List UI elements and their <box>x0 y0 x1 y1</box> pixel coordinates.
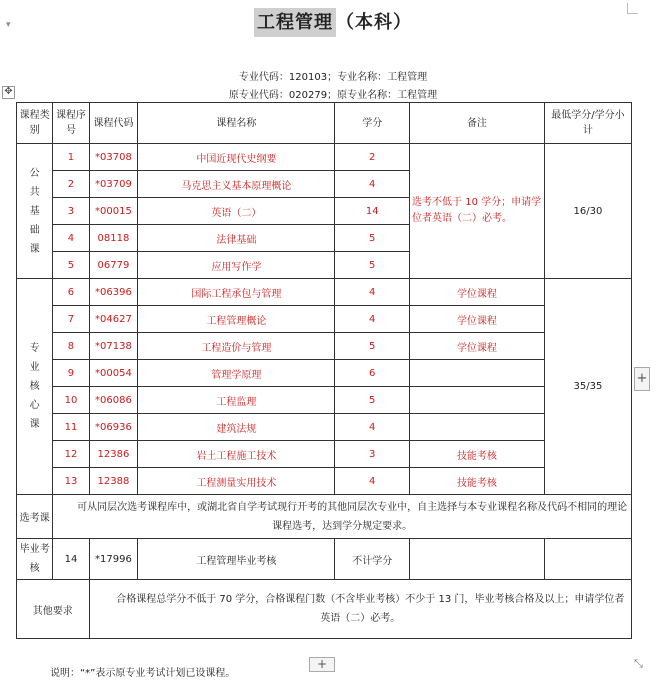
course-remark: 学位课程 <box>410 306 545 333</box>
other-label: 其他要求 <box>17 580 90 639</box>
course-seq: 9 <box>53 360 89 387</box>
course-code: *03708 <box>89 144 138 171</box>
course-credit: 5 <box>335 387 410 414</box>
course-category: 公共基础课 <box>17 144 53 279</box>
graduation-min <box>544 539 631 580</box>
course-seq: 7 <box>53 306 89 333</box>
header-remark: 备注 <box>410 103 545 144</box>
course-seq: 11 <box>53 414 89 441</box>
course-code: *04627 <box>89 306 138 333</box>
course-remark <box>410 414 545 441</box>
course-name: 国际工程承包与管理 <box>138 279 335 306</box>
table-move-handle-icon[interactable]: ✥ <box>2 86 15 99</box>
graduation-row <box>17 539 632 580</box>
course-plan-table <box>16 102 632 639</box>
course-name: 应用写作学 <box>138 252 335 279</box>
course-credit: 3 <box>335 441 410 468</box>
course-seq: 10 <box>53 387 89 414</box>
course-name: 中国近现代史纲要 <box>138 144 335 171</box>
course-code: 12388 <box>89 468 138 495</box>
graduation-code: *17996 <box>89 539 138 580</box>
course-credit: 6 <box>335 360 410 387</box>
table-resize-icon[interactable]: ⤡ <box>634 657 643 670</box>
course-name: 英语（二） <box>138 198 335 225</box>
course-code: *06086 <box>89 387 138 414</box>
course-credit: 4 <box>335 171 410 198</box>
header-min-credit: 最低学分/学分小计 <box>544 103 631 144</box>
min-credit: 16/30 <box>544 144 631 279</box>
course-row <box>17 306 632 333</box>
other-requirements-row <box>17 580 632 639</box>
course-credit: 2 <box>335 144 410 171</box>
elective-label: 选考课 <box>17 495 53 539</box>
course-name: 工程测量实用技术 <box>138 468 335 495</box>
course-row <box>17 279 632 306</box>
course-credit: 4 <box>335 468 410 495</box>
course-seq: 13 <box>53 468 89 495</box>
course-row <box>17 144 632 171</box>
course-name: 马克思主义基本原理概论 <box>138 171 335 198</box>
graduation-label: 毕业考核 <box>17 539 53 580</box>
course-code: *06936 <box>89 414 138 441</box>
course-name: 工程管理概论 <box>138 306 335 333</box>
course-remark: 技能考核 <box>410 468 545 495</box>
table-header-row <box>17 103 632 144</box>
graduation-credit: 不计学分 <box>335 539 410 580</box>
add-column-icon[interactable]: + <box>634 367 650 391</box>
course-row <box>17 441 632 468</box>
page-title-highlighted: 工程管理 <box>254 8 336 37</box>
course-code: 06779 <box>89 252 138 279</box>
course-credit: 14 <box>335 198 410 225</box>
course-name: 建筑法规 <box>138 414 335 441</box>
elective-row <box>17 495 632 539</box>
course-seq: 1 <box>53 144 89 171</box>
course-remark: 学位课程 <box>410 279 545 306</box>
header-credit: 学分 <box>335 103 410 144</box>
min-credit: 35/35 <box>544 279 631 495</box>
major-code-line: 专业代码：120103；专业名称：工程管理 <box>238 72 428 83</box>
course-row <box>17 414 632 441</box>
header-name: 课程名称 <box>138 103 335 144</box>
course-code: *07138 <box>89 333 138 360</box>
course-credit: 5 <box>335 225 410 252</box>
course-credit: 4 <box>335 306 410 333</box>
course-remark: 技能考核 <box>410 441 545 468</box>
course-credit: 4 <box>335 414 410 441</box>
course-seq: 12 <box>53 441 89 468</box>
course-credit: 5 <box>335 333 410 360</box>
course-code: *03709 <box>89 171 138 198</box>
course-remark: 学位课程 <box>410 333 545 360</box>
course-seq: 5 <box>53 252 89 279</box>
course-row <box>17 360 632 387</box>
course-seq: 3 <box>53 198 89 225</box>
course-seq: 6 <box>53 279 89 306</box>
header-seq: 课程序号 <box>53 103 89 144</box>
course-name: 岩土工程施工技术 <box>138 441 335 468</box>
course-code: *00054 <box>89 360 138 387</box>
page-title-suffix: （本科） <box>336 12 412 33</box>
course-code: *06396 <box>89 279 138 306</box>
other-text: 合格课程总学分不低于 70 学分，合格课程门数（不含毕业考核）不少于 13 门，毕业考核合格及以上；申请学位者英语（二）必考。 <box>89 580 631 639</box>
footnote: 说明：“*”表示原专业考试计划已设课程。 <box>50 668 236 679</box>
course-credit: 4 <box>335 279 410 306</box>
course-name: 工程造价与管理 <box>138 333 335 360</box>
course-seq: 8 <box>53 333 89 360</box>
course-code: 12386 <box>89 441 138 468</box>
course-code: 08118 <box>89 225 138 252</box>
page-title <box>0 8 666 34</box>
graduation-remark <box>410 539 545 580</box>
course-remark <box>410 360 545 387</box>
course-category: 专业核心课 <box>17 279 53 495</box>
course-row <box>17 387 632 414</box>
header-category: 课程类别 <box>17 103 53 144</box>
course-seq: 2 <box>53 171 89 198</box>
elective-text: 可从同层次选考课程库中，或湖北省自学考试现行开考的其他同层次专业中，自主选择与本专业课程名称及代码不相同的理论课程选考，达到学分规定要求。 <box>53 495 632 539</box>
add-row-icon[interactable]: + <box>309 657 335 672</box>
course-remark <box>410 387 545 414</box>
course-name: 法律基础 <box>138 225 335 252</box>
group-remark: 选考不低于 10 学分；申请学位者英语（二）必考。 <box>410 144 545 279</box>
course-code: *00015 <box>89 198 138 225</box>
graduation-name: 工程管理毕业考核 <box>138 539 335 580</box>
original-major-code-line: 原专业代码：020279；原专业名称：工程管理 <box>228 90 438 101</box>
course-row <box>17 333 632 360</box>
course-seq: 4 <box>53 225 89 252</box>
graduation-seq: 14 <box>53 539 89 580</box>
course-name: 工程监理 <box>138 387 335 414</box>
course-credit: 5 <box>335 252 410 279</box>
course-name: 管理学原理 <box>138 360 335 387</box>
course-row <box>17 468 632 495</box>
header-code: 课程代码 <box>89 103 138 144</box>
corner-marker-icon: ▾ <box>6 20 11 30</box>
